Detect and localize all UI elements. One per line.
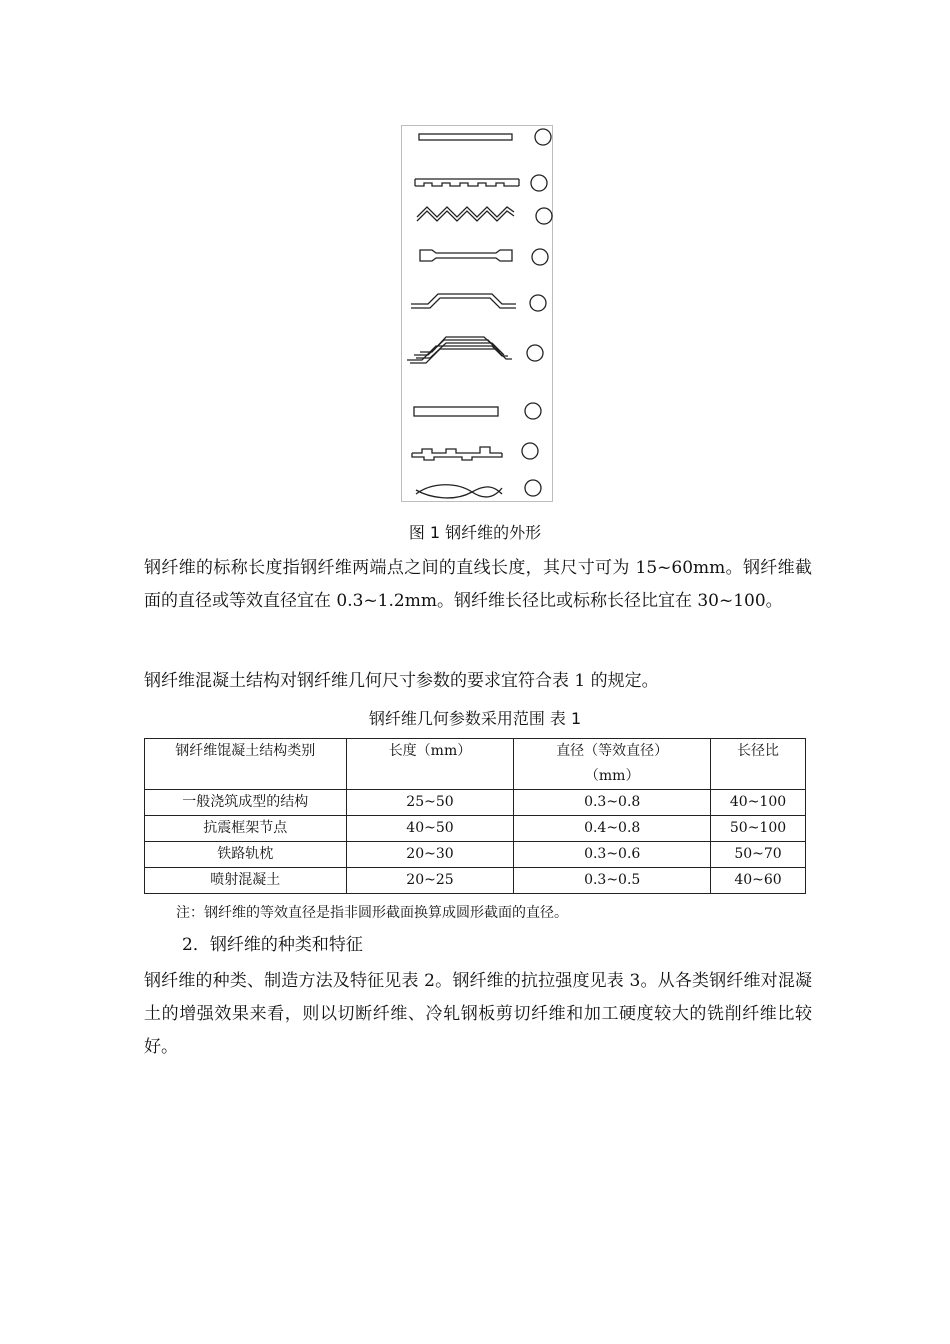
figure-caption: 图 1 钢纤维的外形 (408, 523, 542, 542)
stacked-hooked-fiber-icon (407, 337, 543, 363)
end-enlarged-fiber-icon (420, 249, 548, 265)
table-cell: 25~50 (346, 790, 514, 816)
twisted-fiber-icon (416, 480, 541, 498)
table-title: 钢纤维几何参数采用范围 表 1 (368, 709, 582, 728)
header-structure-type: 钢纤维馄凝土结构类别 (145, 739, 347, 790)
straight-fiber-icon (419, 129, 551, 145)
table-cell: 0.3~0.8 (514, 790, 711, 816)
table-cell: 50~100 (711, 816, 806, 842)
table-note: 注：钢纤维的等效直径是指非圆形截面换算成圆形截面的直径。 (176, 905, 568, 921)
table-row (145, 816, 806, 842)
table-cell: 一般浇筑成型的结构 (145, 790, 347, 816)
indented-fiber-icon (415, 175, 547, 191)
section-heading: 2．钢纤维的种类和特征 (182, 935, 363, 955)
notched-fiber-icon (412, 443, 538, 460)
header-diameter-line2: （mm） (584, 768, 640, 784)
table-cell: 抗震框架节点 (145, 816, 347, 842)
table-row (145, 790, 806, 816)
table-cell: 0.3~0.5 (514, 868, 711, 894)
flat-fiber-icon (414, 403, 541, 419)
hooked-end-fiber-icon (411, 294, 546, 311)
steel-fiber-shapes-figure (401, 125, 553, 502)
table-cell: 40~100 (711, 790, 806, 816)
header-diameter (514, 739, 711, 790)
fiber-parameters-table (144, 738, 806, 894)
table-cell: 铁路轨枕 (145, 842, 347, 868)
table-cell: 20~25 (346, 868, 514, 894)
table-cell: 50~70 (711, 842, 806, 868)
paragraph-table-reference: 钢纤维混凝土结构对钢纤维几何尺寸参数的要求宜符合表 1 的规定。 (144, 671, 659, 691)
header-aspect-ratio: 长径比 (711, 739, 806, 790)
table-cell: 喷射混凝土 (145, 868, 347, 894)
paragraph-fiber-types: 钢纤维的种类、制造方法及特征见表 2。钢纤维的抗拉强度见表 3。从各类钢纤维对混凝土的增强效果来看，则以切断纤维、冷轧钢板剪切纤维和加工硬度较大的铣削纤维比较好。 (144, 971, 812, 1057)
table-row (145, 868, 806, 894)
header-length: 长度（mm） (346, 739, 514, 790)
header-diameter-line1: 直径（等效直径） (556, 743, 669, 759)
paragraph-fiber-length: 钢纤维的标称长度指钢纤维两端点之间的直线长度，其尺寸可为 15~60mm。钢纤维截面的直径或等效直径宜在 0.3~1.2mm。钢纤维长径比或标称长径比宜在 30~100。 (144, 558, 812, 611)
table-cell: 0.4~0.8 (514, 816, 711, 842)
table-cell: 0.3~0.6 (514, 842, 711, 868)
table-header-row (145, 739, 806, 790)
crimped-fiber-icon (417, 207, 552, 224)
table-cell: 40~60 (711, 868, 806, 894)
table-row (145, 842, 806, 868)
table-cell: 40~50 (346, 816, 514, 842)
table-cell: 20~30 (346, 842, 514, 868)
